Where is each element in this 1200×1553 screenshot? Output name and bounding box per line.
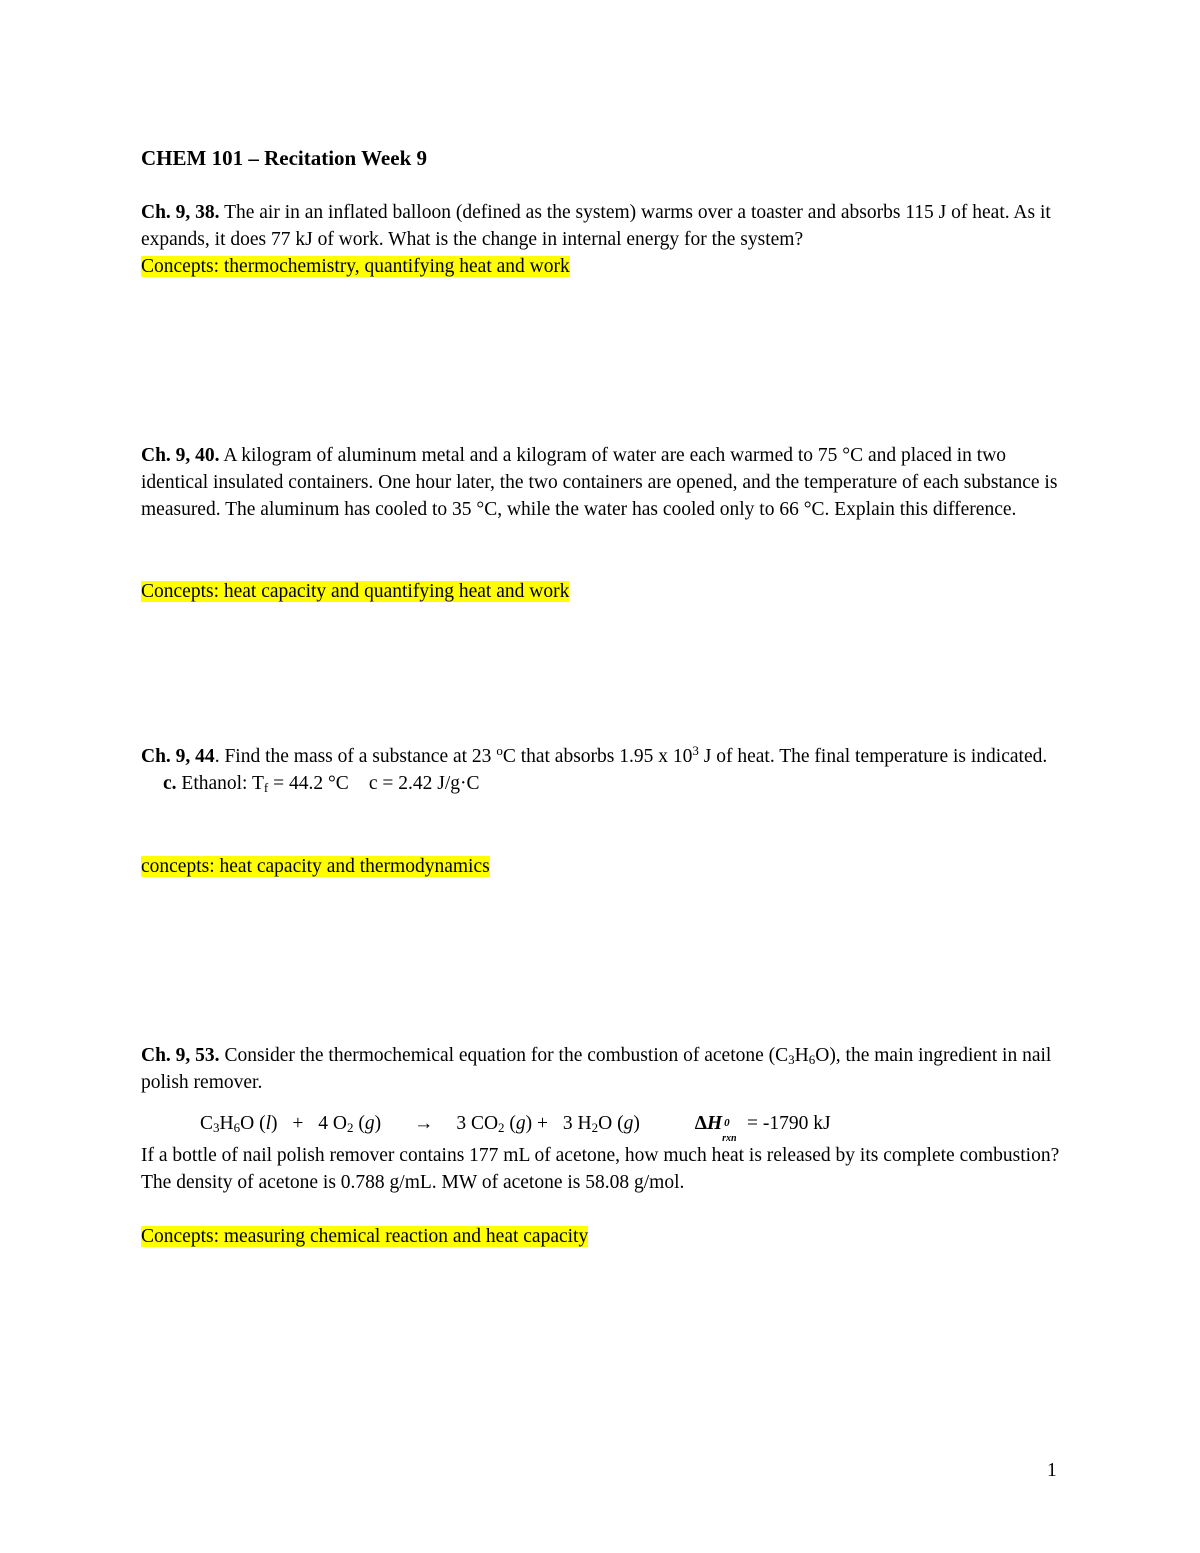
- state-symbol: g: [515, 1113, 526, 1134]
- page-number: 1: [1047, 1460, 1057, 1481]
- concepts-highlight: Concepts: heat capacity and quantifying heat and work: [141, 581, 570, 602]
- sub-item-name: Ethanol: T: [176, 773, 264, 794]
- subscript: f: [263, 780, 269, 795]
- formula-part: H: [794, 1045, 809, 1066]
- exponent: 3: [692, 743, 699, 758]
- question-label: Ch. 9, 40.: [141, 445, 220, 466]
- enthalpy-change: [694, 1113, 742, 1144]
- question-text: The air in an inflated balloon (defined as the system) warms over a toaster and absorbs 115 J of heat. As it expands, it does 77 kJ of work. What is the change in internal energy for the system?: [141, 202, 1051, 250]
- question-9-53-continuation: [141, 1142, 1071, 1196]
- question-9-44-concepts: [141, 853, 1071, 880]
- question-label: Ch. 9, 38.: [141, 202, 220, 223]
- state-symbol: g: [364, 1113, 375, 1134]
- subscript: 3: [788, 1052, 795, 1067]
- delta-symbol: Δ: [694, 1113, 707, 1134]
- subscript: 2: [498, 1120, 505, 1135]
- formula-part: O (: [240, 1113, 266, 1134]
- superscript: 0: [724, 1116, 730, 1129]
- formula-part: (: [504, 1113, 516, 1134]
- question-text-part: J of heat. The final temperature is indicated.: [698, 746, 1048, 767]
- page-title: CHEM 101 – Recitation Week 9: [141, 146, 428, 170]
- concepts-highlight: Concepts: measuring chemical reaction and heat capacity: [141, 1226, 589, 1247]
- reaction-arrow-icon: →: [413, 1113, 434, 1134]
- formula-part: O (: [598, 1113, 624, 1134]
- subscript: 2: [346, 1120, 354, 1135]
- state-symbol: g: [623, 1113, 634, 1134]
- sub-item-c: [141, 770, 1071, 797]
- formula-part: C: [200, 1113, 214, 1134]
- formula-part: ): [633, 1113, 640, 1134]
- degree-mark: o: [496, 743, 503, 758]
- thermochemical-equation: [200, 1110, 831, 1144]
- question-text-part: . Find the mass of a substance at 23: [214, 746, 497, 767]
- question-9-40: [141, 442, 1071, 523]
- formula-part: 3 CO: [456, 1113, 499, 1134]
- question-text: A kilogram of aluminum metal and a kilogram of water are each warmed to 75 °C and placed in two identical insulated containers. One hour later, the two containers are opened, and the temperature of each substance is measured. The aluminum has cooled to 35 °C, while the water has cooled only to 66 °C. Explain this difference.: [141, 445, 1058, 520]
- question-label: Ch. 9, 44: [141, 746, 215, 767]
- formula-part: ): [270, 1113, 278, 1134]
- question-text: If a bottle of nail polish remover contains 177 mL of acetone, how much heat is released by its complete combustion? The density of acetone is 0.788 g/mL. MW of acetone is 58.08 g/mol.: [141, 1145, 1060, 1193]
- formula-part: (: [353, 1113, 365, 1134]
- formula-part: ) +: [525, 1113, 549, 1134]
- sub-item-letter: c.: [163, 773, 177, 794]
- concepts-highlight: concepts: heat capacity and thermodynamics: [141, 856, 490, 877]
- question-9-40-concepts: [141, 578, 1071, 605]
- formula-part: 4 O: [318, 1113, 347, 1134]
- subscript: rxn: [722, 1132, 737, 1144]
- formula-part: 3 H: [562, 1113, 592, 1134]
- question-text-part: O), the main ingredient in nail polish remover.: [141, 1045, 1052, 1093]
- question-9-53-concepts: [141, 1223, 1071, 1250]
- subscript: 3: [213, 1120, 220, 1135]
- enthalpy-symbol: H: [706, 1113, 723, 1134]
- state-symbol: l: [265, 1113, 271, 1134]
- question-9-38: [141, 199, 1071, 280]
- plus-sign: +: [292, 1113, 304, 1134]
- question-label: Ch. 9, 53.: [141, 1045, 220, 1066]
- formula-part: ): [374, 1113, 382, 1134]
- question-text-part: C that absorbs 1.95 x 10: [502, 746, 693, 767]
- question-9-53: [141, 1042, 1071, 1096]
- subscript: 2: [591, 1120, 599, 1135]
- concepts-highlight: Concepts: thermochemistry, quantifying heat and work: [141, 256, 570, 277]
- sub-item-temperature: = 44.2 °C: [268, 773, 349, 794]
- enthalpy-value: = -1790 kJ: [742, 1113, 831, 1134]
- question-9-44: [141, 743, 1071, 797]
- subscript: 6: [233, 1120, 241, 1135]
- subscript: 6: [808, 1052, 816, 1067]
- question-text-part: Consider the thermochemical equation for the combustion of acetone (C: [219, 1045, 789, 1066]
- formula-part: H: [219, 1113, 234, 1134]
- sub-item-heat-capacity: c = 2.42 J/g·C: [368, 773, 480, 794]
